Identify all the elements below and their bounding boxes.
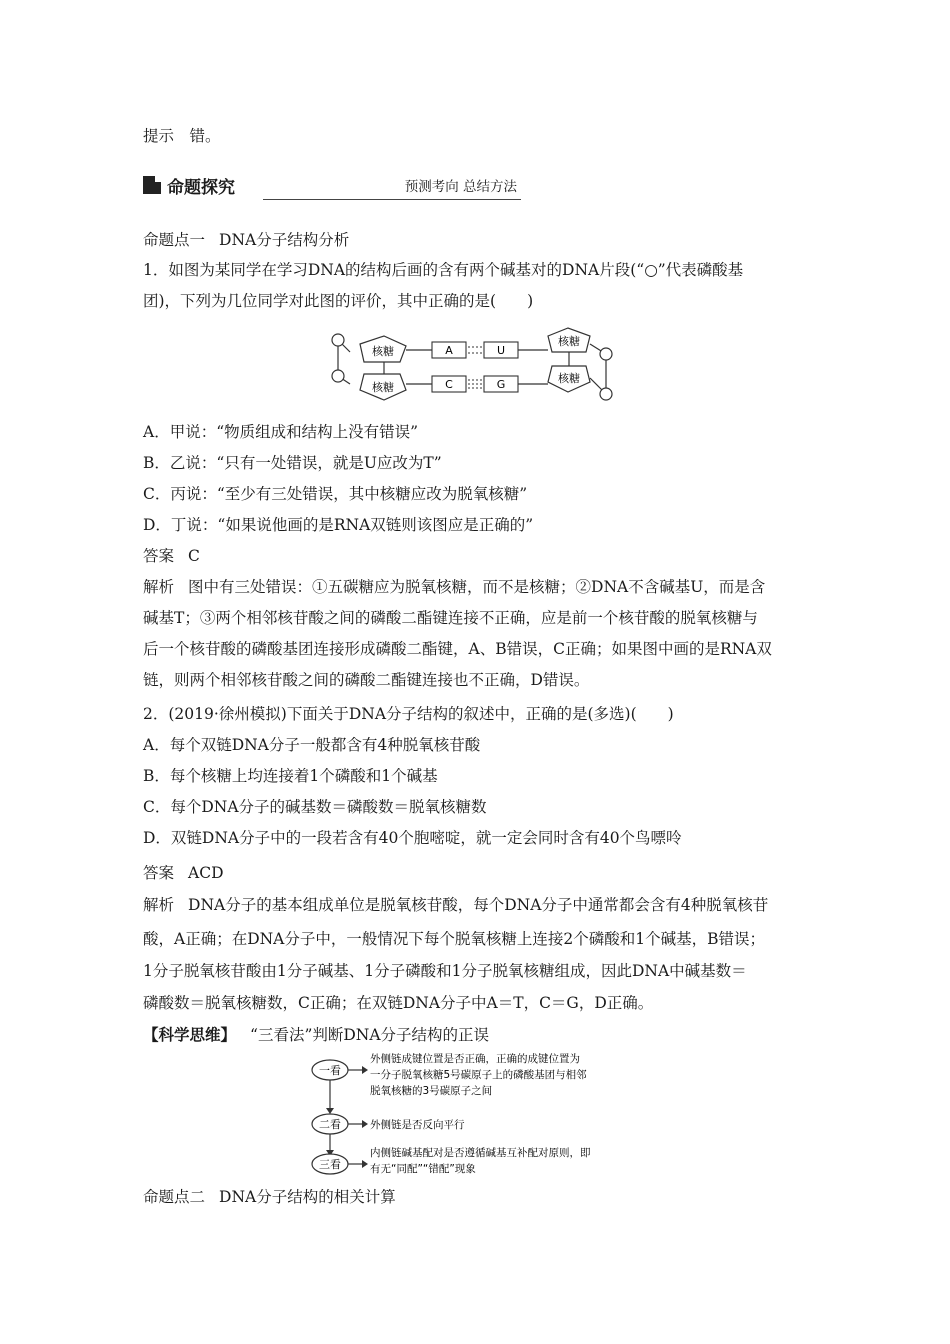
phosphate-circle xyxy=(332,370,344,382)
science-title: “三看法”判断DNA分子结构的正误 xyxy=(250,1026,490,1044)
answer-label: 答案 xyxy=(143,547,175,565)
q2-analysis-line4: 磷酸数＝脱氧核糖数，C正确；在双链DNA分子中A＝T，C＝G，D正确。 xyxy=(143,994,654,1012)
answer-label: 答案 xyxy=(143,864,175,882)
sugar-label: 核糖 xyxy=(558,335,580,348)
analysis-label: 解析 xyxy=(143,896,175,914)
point1-title: DNA分子结构分析 xyxy=(219,231,350,249)
q2-option-c: C．每个DNA分子的碱基数＝磷酸数＝脱氧核糖数 xyxy=(143,798,487,816)
q1-analysis-line3: 后一个核苷酸的磷酸基团连接形成磷酸二酯键，A、B错误，C正确；如果图中画的是RNA双 xyxy=(143,640,772,658)
q2-analysis-line3: 1分子脱氧核苷酸由1分子碱基、1分子磷酸和1分子脱氧核糖组成，因此DNA中碱基数＝ xyxy=(143,962,747,980)
analysis-text: DNA分子的基本组成单位是脱氧核苷酸，每个DNA分子中通常都会含有4种脱氧核苷 xyxy=(188,896,769,914)
q1-stem-line1: 1．如图为某同学在学习DNA的结构后画的含有两个碱基对的DNA片段(“○”代表磷酸基 xyxy=(143,261,744,279)
science-tag: 【科学思维】 xyxy=(143,1025,237,1044)
hint-text: 提示 错。 xyxy=(143,127,221,145)
point2-title: DNA分子结构的相关计算 xyxy=(219,1188,396,1206)
point1-heading xyxy=(143,230,349,250)
q2-option-d: D．双链DNA分子中的一段若含有40个胞嘧啶，就一定会同时含有40个鸟嘌呤 xyxy=(143,829,682,847)
science-heading xyxy=(143,1025,489,1045)
base-a: A xyxy=(445,344,453,357)
three-look-flowchart xyxy=(310,1052,650,1180)
step2-label: 二看 xyxy=(319,1118,341,1131)
q2-analysis-line1 xyxy=(143,895,768,915)
answer-value: ACD xyxy=(188,864,224,882)
section-title: 命题探究 xyxy=(167,178,235,198)
q1-answer xyxy=(143,546,200,566)
step1-text: 外侧链成键位置是否正确，正确的成键位置为 xyxy=(370,1053,580,1065)
q1-option-b: B．乙说：“只有一处错误，就是U应改为T” xyxy=(143,454,442,472)
q2-option-b: B．每个核糖上均连接着1个磷酸和1个碱基 xyxy=(143,767,438,785)
step1-text: 一分子脱氧核糖5号碳原子上的磷酸基团与相邻 xyxy=(370,1069,587,1081)
point2-heading xyxy=(143,1187,396,1207)
q1-option-d: D．丁说：“如果说他画的是RNA双链则该图应是正确的” xyxy=(143,516,534,534)
phosphate-circle xyxy=(600,388,612,400)
dna-fragment-diagram xyxy=(320,322,620,410)
base-c: C xyxy=(445,378,453,391)
analysis-label: 解析 xyxy=(143,578,175,596)
q2-analysis-line2: 酸，A正确；在DNA分子中，一般情况下每个脱氧核糖上连接2个磷酸和1个碱基，B错误； xyxy=(143,930,765,948)
phosphate-circle xyxy=(600,348,612,360)
section-rule xyxy=(263,199,521,200)
phosphate-circle xyxy=(332,334,344,346)
q1-option-a: A．甲说：“物质组成和结构上没有错误” xyxy=(143,423,419,441)
q1-stem-line2: 团)，下列为几位同学对此图的评价，其中正确的是( ) xyxy=(143,292,534,310)
point1-label: 命题点一 xyxy=(143,231,206,249)
section-header xyxy=(143,170,521,202)
base-g: G xyxy=(496,378,506,391)
base-u: U xyxy=(496,344,506,357)
step1-text: 脱氧核糖的3号碳原子之间 xyxy=(370,1085,493,1097)
point2-label: 命题点二 xyxy=(143,1188,206,1206)
sugar-label: 核糖 xyxy=(558,372,580,385)
answer-value: C xyxy=(188,547,200,565)
sugar-label: 核糖 xyxy=(372,381,394,394)
q2-answer xyxy=(143,863,224,883)
step3-label: 三看 xyxy=(319,1158,341,1171)
q1-analysis-line2: 碱基T；③两个相邻核苷酸之间的磷酸二酯键连接不正确，应是前一个核苷酸的脱氧核糖与 xyxy=(143,609,758,627)
sugar-label: 核糖 xyxy=(372,345,394,358)
step3-text: 内侧链碱基配对是否遵循碱基互补配对原则，即 xyxy=(370,1147,591,1159)
step3-text: 有无“同配”“错配”现象 xyxy=(370,1163,476,1175)
q1-option-c: C．丙说：“至少有三处错误，其中核糖应改为脱氧核糖” xyxy=(143,485,528,503)
step1-label: 一看 xyxy=(319,1064,341,1077)
q1-analysis-line1 xyxy=(143,577,765,597)
q2-option-a: A．每个双链DNA分子一般都含有4种脱氧核苷酸 xyxy=(143,736,481,754)
q1-analysis-line4: 链，则两个相邻核苷酸之间的磷酸二酯键连接也不正确，D错误。 xyxy=(143,671,590,689)
section-subtitle: 预测考向 总结方法 xyxy=(404,179,517,195)
step2-text: 外侧链是否反向平行 xyxy=(370,1119,465,1131)
q2-stem: 2．(2019·徐州模拟)下面关于DNA分子结构的叙述中，正确的是(多选)( ) xyxy=(143,705,674,723)
header-square-icon xyxy=(143,176,161,194)
analysis-text: 图中有三处错误：①五碳糖应为脱氧核糖，而不是核糖；②DNA不含碱基U，而是含 xyxy=(188,578,766,596)
